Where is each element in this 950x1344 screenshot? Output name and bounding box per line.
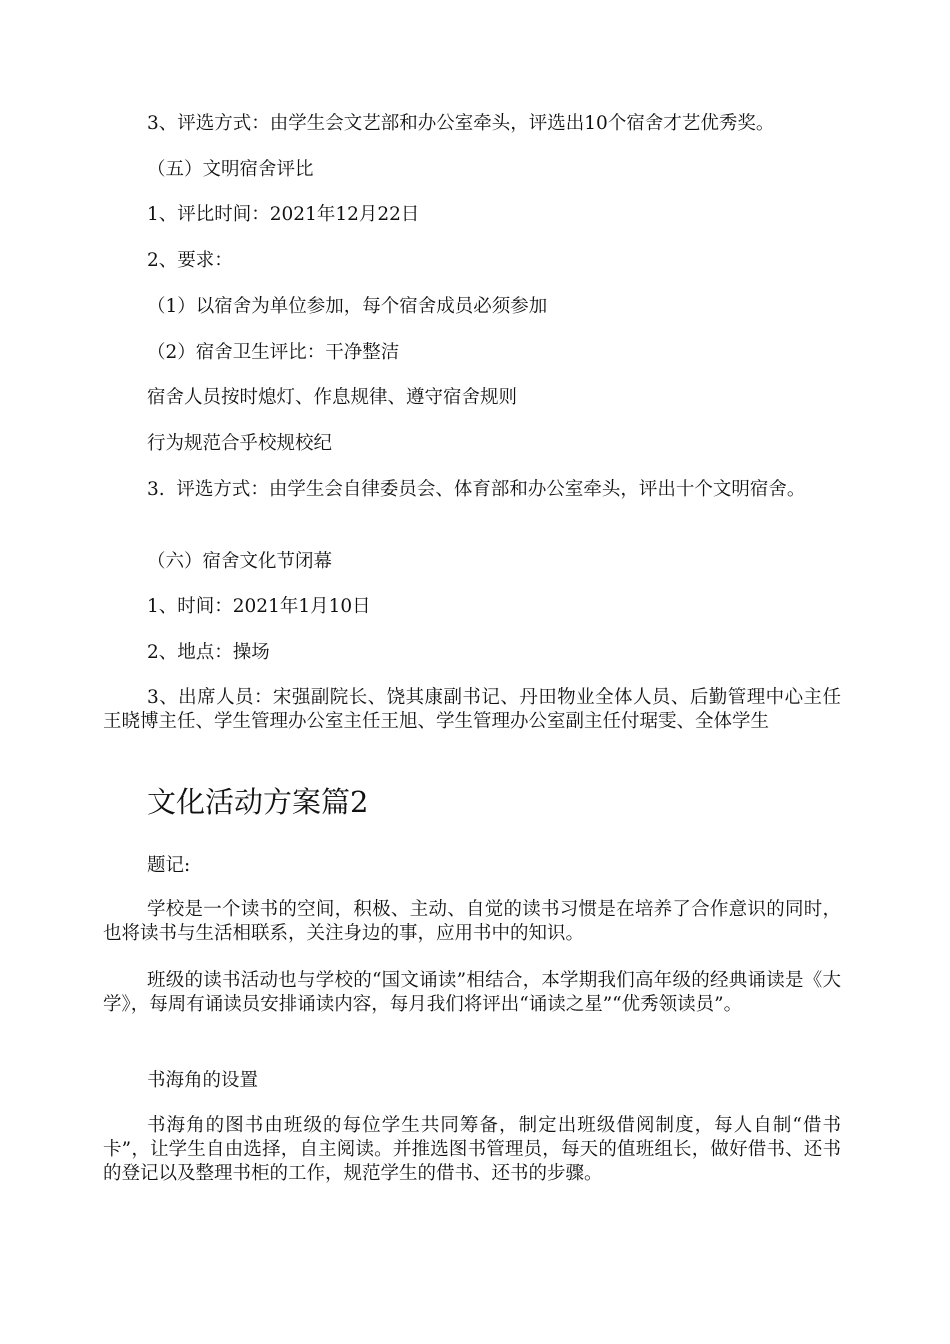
closing-location: 2、地点：操场	[147, 642, 270, 663]
section-heading: 文化活动方案篇2	[147, 785, 369, 819]
evaluation-method-talent: 3、评选方式：由学生会文艺部和办公室牵头，评选出10个宿舍才艺优秀奖。	[147, 113, 775, 134]
evaluation-method-civilized: 3. 评选方式：由学生会自律委员会、体育部和办公室牵头，评出十个文明宿舍。	[147, 479, 806, 500]
epigraph-label: 题记:	[147, 855, 191, 876]
requirement-1: （1）以宿舍为单位参加，每个宿舍成员必须参加	[147, 296, 548, 317]
section-closing-ceremony: （六）宿舍文化节闭幕	[147, 551, 333, 572]
requirements-label: 2、要求：	[147, 250, 233, 271]
attendees-paragraph: 3、出席人员：宋强副院长、饶其康副书记、丹田物业全体人员、后勤管理中心主任王晓博主任、学生管理办公室主任王旭、学生管理办公室副主任付琚雯、全体学生	[103, 687, 841, 732]
dorm-rules-line: 宿舍人员按时熄灯、作息规律、遵守宿舍规则	[147, 387, 518, 408]
requirement-2: （2）宿舍卫生评比：干净整洁	[147, 342, 400, 363]
book-corner-title: 书海角的设置	[147, 1070, 259, 1091]
closing-time: 1、时间：2021年1月10日	[147, 596, 371, 617]
conduct-line: 行为规范合乎校规校纪	[147, 433, 333, 454]
section-civilized-dorm: （五）文明宿舍评比	[147, 159, 314, 180]
class-reading-paragraph: 班级的读书活动也与学校的“国文诵读”相结合，本学期我们高年级的经典诵读是《大学》，每周有诵读员安排诵读内容，每月我们将评出“诵读之星”“优秀领读员”。	[103, 970, 841, 1015]
evaluation-time: 1、评比时间：2021年12月22日	[147, 204, 420, 225]
school-reading-paragraph: 学校是一个读书的空间，积极、主动、自觉的读书习惯是在培养了合作意识的同时，也将读书与生活相联系，关注身边的事，应用书中的知识。	[103, 899, 841, 944]
book-corner-paragraph: 书海角的图书由班级的每位学生共同筹备，制定出班级借阅制度，每人自制“借书卡”，让学生自由选择，自主阅读。并推选图书管理员，每天的值班组长，做好借书、还书的登记以及整理书柜的工作，规范学生的借书、还书的步骤。	[103, 1115, 841, 1184]
